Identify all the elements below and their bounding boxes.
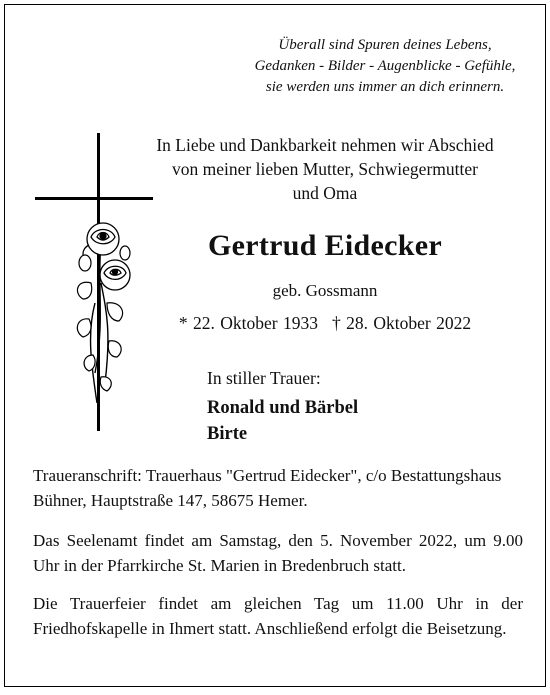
mourners-list <box>207 395 358 447</box>
cross-with-roses-icon <box>35 133 155 433</box>
obituary-notice <box>4 4 546 687</box>
mourning-label: In stiller Trauer: <box>207 368 321 388</box>
mourning-address: Traueranschrift: Trauerhaus "Gertrud Eidecker", c/o Bestattungshaus Bühner, Hauptstraße 147, 58675 Hemer. <box>33 466 502 510</box>
life-dates <box>145 313 505 334</box>
death-date: † 28. Oktober 2022 <box>332 313 472 333</box>
mourner-name: Ronald und Bärbel <box>207 398 359 418</box>
farewell-intro <box>145 133 505 205</box>
mourner-name: Birte <box>207 424 248 444</box>
poem-line: sie werden uns immer an dich erinnern. <box>265 79 505 95</box>
requiem-info: Das Seelenamt findet am Samstag, den 5. November 2022, um 9.00 Uhr in der Pfarrkirche St. Marien in Bredenbruch statt. <box>33 531 523 575</box>
intro-line: und Oma <box>292 183 358 203</box>
birth-date: * 22. Oktober 1933 <box>178 313 318 333</box>
poem-line: Überall sind Spuren deines Lebens, <box>278 37 492 53</box>
memorial-poem <box>5 35 545 98</box>
intro-line: In Liebe und Dankbarkeit nehmen wir Abschied <box>156 135 494 155</box>
deceased-name: Gertrud Eidecker <box>208 229 442 262</box>
intro-line: von meiner lieben Mutter, Schwiegermutter <box>172 159 478 179</box>
poem-line: Gedanken - Bilder - Augenblicke - Gefühle, <box>254 58 516 74</box>
funeral-info: Die Trauerfeier findet am gleichen Tag um 11.00 Uhr in der Friedhofskapelle in Ihmert statt. Anschließend erfolgt die Beisetzung. <box>33 594 523 638</box>
birth-name: geb. Gossmann <box>272 281 378 300</box>
